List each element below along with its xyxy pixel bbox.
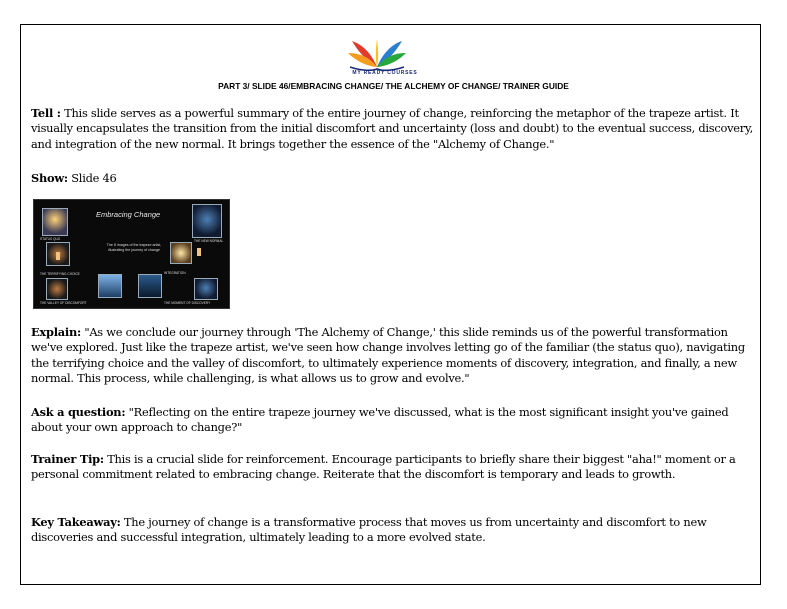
trapeze-photo-1 [42,208,68,236]
tell-label: Tell : [31,106,61,120]
caption-new-normal: THE NEW NORMAL [194,239,224,243]
trapeze-photo-4 [170,242,192,264]
arrow-icon [56,252,60,260]
trainer-tip-label: Trainer Tip: [31,452,104,466]
tell-paragraph [31,106,755,152]
show-paragraph [31,171,755,186]
explain-text: "As we conclude our journey through 'The Alchemy of Change,' this slide reminds us of the powerful transformation we've explored. Just like the trapeze artist, we've seen how change involves letting go of the familiar (the status quo), navigating the terrifying choice and the valley of discomfort, to ultimately experience moments of discovery, integration, and finally, a new normal. This process, while challenging, is what allows us to grow and evolve." [31,325,745,386]
question-paragraph [31,405,755,436]
question-label: Ask a question: [31,405,126,419]
caption-terrifying-choice: THE TERRIFYING CHOICE [40,272,80,276]
show-label: Show: [31,171,68,185]
page-header-title: PART 3/ SLIDE 46/EMBRACING CHANGE/ THE ALCHEMY OF CHANGE/ TRAINER GUIDE [218,81,569,91]
slide-thumbnail [33,199,230,309]
slide-title: Embracing Change [96,210,161,219]
key-takeaway-label: Key Takeaway: [31,515,121,529]
key-takeaway-paragraph [31,515,755,546]
key-takeaway-text: The journey of change is a transformative process that moves us from uncertainty and discomfort to new discoveries and successful integration, ultimately leading to a more evolved state. [31,515,707,545]
trainer-tip-paragraph [31,452,755,483]
caption-integration: INTEGRATION [164,271,186,275]
trapeze-photo-7 [46,278,68,300]
trainer-tip-text: This is a crucial slide for reinforcement. Encourage participants to briefly share their biggest "aha!" moment or a personal commitment related to embracing change. Reiterate that the discomfort is temporary and leads to growth. [31,452,736,482]
caption-valley: THE VALLEY OF DISCOMFORT [40,301,87,305]
trapeze-photo-6 [138,274,162,298]
show-text: Slide 46 [67,171,117,185]
caption-discovery: THE MOMENT OF DISCOVERY [164,301,211,305]
trapeze-photo-2 [192,204,222,238]
trapeze-photo-5 [98,274,122,298]
question-text: "Reflecting on the entire trapeze journey we've discussed, what is the most significant insight you've gained about your own approach to change?" [31,405,729,435]
tell-text: This slide serves as a powerful summary of the entire journey of change, reinforcing the metaphor of the trapeze artist. It visually encapsulates the transition from the initial discomfort and uncertainty (loss and doubt) to the eventual success, discovery, and integration of the new normal. It brings together the essence of the "Alchemy of Change." [31,106,753,151]
explain-label: Explain: [31,325,81,339]
trapeze-photo-8 [194,278,218,300]
logo-text: MY READY COURSES [352,70,418,76]
explain-paragraph [31,325,755,387]
arrow-icon [197,248,201,256]
slide-center-text: The 8 images of the trapeze artist, illustrating the journey of change [106,243,162,252]
caption-status-quo: STATUS QUO [40,237,61,241]
